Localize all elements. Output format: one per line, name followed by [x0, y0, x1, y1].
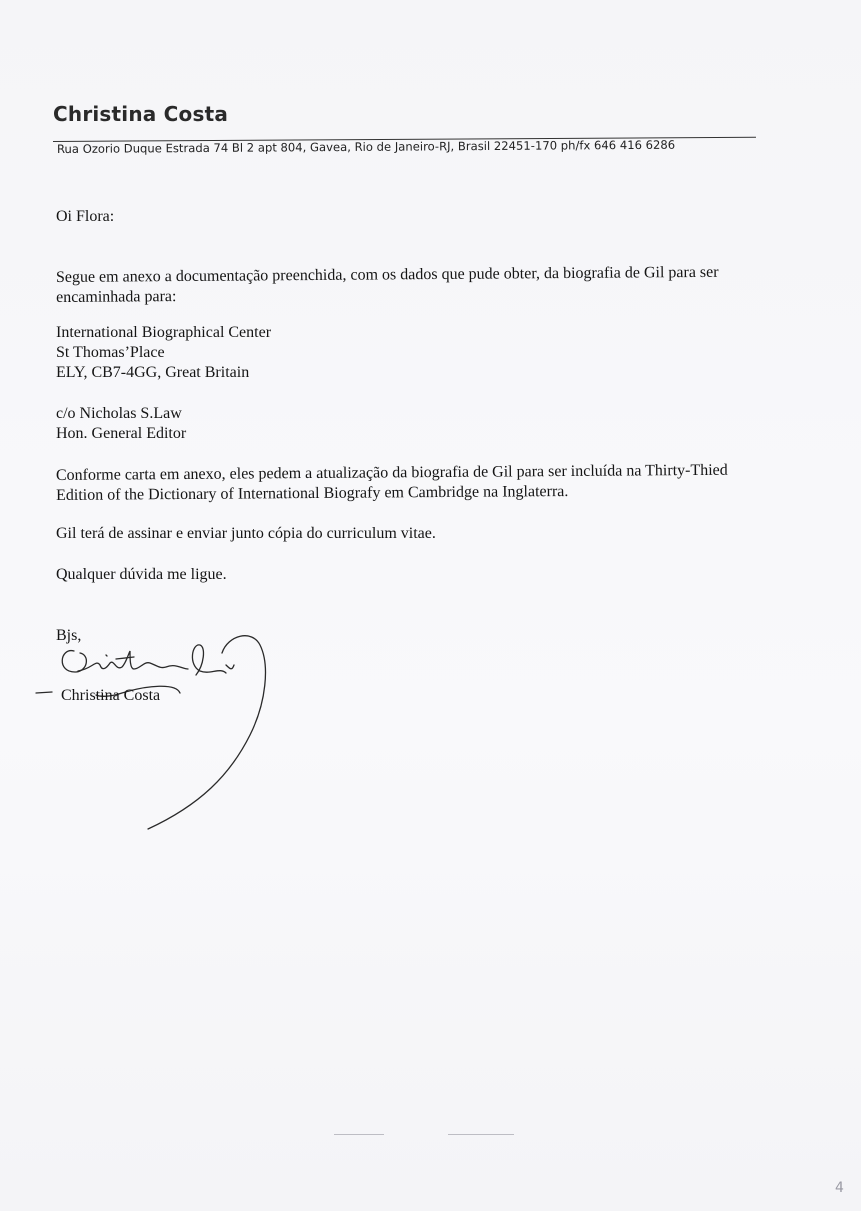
letterhead-address: Rua Ozorio Duque Estrada 74 Bl 2 apt 804, Gavea, Rio de Janeiro-RJ, Brasil 22451-170 ph/fx 646 416 6286	[56, 137, 676, 156]
page-number: 4	[835, 1180, 844, 1196]
paragraph-intro-line: encaminhada para:	[56, 288, 177, 306]
scan-mark	[334, 1134, 384, 1135]
paragraph-request	[56, 461, 728, 506]
paragraph-contact: Qualquer dúvida me ligue.	[56, 566, 227, 583]
recipient-line: International Biographical Center	[56, 324, 272, 341]
paragraph-intro-line: Segue em anexo a documentação preenchida, com os dados que pude obter, da biografia de Gil para ser	[55, 263, 719, 287]
paragraph-request-line: Edition of the Dictionary of International Biografy em Cambridge na Inglaterra.	[56, 482, 569, 504]
signatory-name: Christina Costa	[61, 687, 161, 704]
handwritten-signature	[30, 625, 280, 835]
paragraph-request-line: Conforme carta em anexo, eles pedem a atualização da biografia de Gil para ser incluída na Thirty-Thied	[55, 461, 728, 485]
attention-line	[56, 404, 186, 444]
recipient-line: St Thomas’Place	[56, 344, 165, 361]
attention-title: Hon. General Editor	[56, 425, 187, 442]
paragraph-intro	[56, 263, 719, 308]
recipient-address	[56, 323, 271, 383]
recipient-line: ELY, CB7-4GG, Great Britain	[56, 364, 250, 381]
closing: Bjs,	[56, 627, 82, 644]
scan-mark	[448, 1134, 514, 1135]
attention-name: c/o Nicholas S.Law	[56, 405, 182, 422]
letterhead-name: Christina Costa	[53, 102, 229, 126]
paragraph-signature-note: Gil terá de assinar e enviar junto cópia do curriculum vitae.	[56, 525, 436, 542]
greeting: Oi Flora:	[56, 208, 115, 225]
